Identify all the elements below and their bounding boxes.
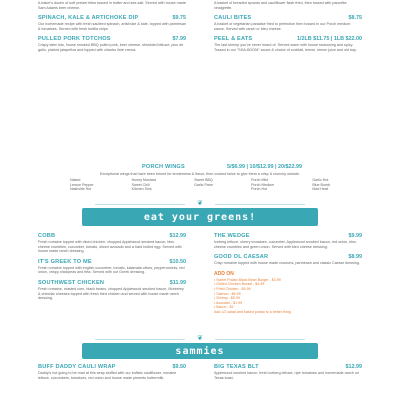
top-left-column	[38, 0, 186, 58]
flavor-name: Garlic Hot	[312, 178, 329, 182]
item-name: BIG TEXAS BLT	[214, 364, 259, 370]
menu-item	[214, 36, 362, 52]
addon-line: • Avocado - $1.99	[214, 300, 243, 305]
flavor-column	[312, 178, 330, 192]
flavor-name: Porch Mild	[251, 178, 269, 182]
addon-block	[214, 271, 362, 315]
flavor-name: Porch Hot	[251, 187, 268, 192]
section-banner-greens	[82, 208, 318, 226]
item-description: A basket of vegetarian paradise fried to perfection then tossed in our Porch medium sauce. Served with ranch or bleu cheese.	[214, 22, 351, 31]
item-price: $8.75	[348, 15, 362, 22]
item-price: $7.99	[172, 36, 186, 43]
item-price: 5/$6.99 | 10/$12.99 | 20/$22.99	[227, 164, 302, 170]
menu-item	[214, 1, 362, 10]
wings-row	[142, 162, 302, 170]
item-name: THE WEDGE	[214, 233, 250, 239]
addon-line: • Salmon - $6.99	[214, 291, 241, 296]
menu-item	[214, 233, 362, 249]
addon-line: • Grilled Chicken Breast - $4.99	[214, 282, 265, 287]
flavor-name: Mad Heat	[312, 187, 328, 192]
item-price: $12.99	[345, 364, 362, 370]
item-price: $9.75	[172, 15, 186, 22]
item-name: IT'S GREEK TO ME	[38, 258, 92, 265]
addon-line: • Shrimp - $5.99	[214, 296, 240, 301]
menu-item	[38, 233, 186, 254]
item-name: SPINACH, KALE & ARTICHOKE DIP	[38, 15, 139, 22]
item-name: BUFF DADDY CAULI WRAP	[38, 364, 116, 370]
flavor-name: Sweet BBQ	[194, 178, 213, 182]
menu-item	[214, 364, 362, 380]
item-price: $9.99	[348, 233, 362, 239]
flavor-column	[132, 178, 156, 192]
greens-right-column	[214, 233, 362, 320]
item-name: COBB	[38, 233, 56, 239]
item-description: A baker's dozen of soft pretzel bites tossed in butter and sea salt. Served with house made Sam Adams beer cheese.	[38, 1, 186, 10]
item-description: A basket of breaded sprouts and cauliflower flash fried, then tossed with pancetta vinaigrette.	[214, 1, 347, 10]
flavor-name: Kitchen Sink	[131, 187, 152, 192]
item-description: Applewood smoked bacon, fresh iceberg lettuce, ripe tomatoes and homemade ranch on Texas toast.	[214, 371, 359, 380]
item-name: SOUTHWEST CHICKEN	[38, 279, 105, 286]
menu-item	[38, 259, 186, 275]
addon-title: ADD ON	[214, 270, 234, 277]
flavor-name: Blue Bomb	[312, 182, 330, 187]
wing-flavors	[70, 178, 330, 192]
item-description: Crisp romaine topped with house made croutons, parmesan and classic Caesar dressing.	[214, 261, 360, 266]
flavor-name: Naked	[70, 178, 81, 182]
item-price: $9.50	[172, 364, 186, 370]
item-price: $12.99	[169, 233, 186, 239]
item-description: The last shrimp you've never heard of. Served warm with house seasoning and spicy. Tossed in our "SHA-BOOM" sauce & choice of cocktail, lemon, lemon juice and old bay.	[214, 43, 357, 52]
addon-line: Add 1/2 salad and baked potato to a better thing	[214, 309, 291, 314]
divider-ornament: ❦	[95, 200, 305, 208]
section-banner-sammies	[82, 343, 318, 359]
menu-item	[214, 254, 362, 266]
flavor-name: Porch Medium	[251, 182, 275, 187]
menu-item	[38, 15, 186, 31]
item-description: Iceberg lettuce, cherry tomatoes, cucumber, Applewood smoked bacon, red onion, bleu cheese crumbles and green onion. Served with bleu cheese dressing.	[214, 240, 357, 249]
menu-item	[214, 15, 362, 31]
addon-line: • Bacon - $2	[214, 305, 234, 310]
flavor-name: Nashville Hot	[70, 187, 92, 192]
item-name: PULLED PORK TOTCHOS	[38, 36, 111, 43]
flavor-column	[194, 178, 213, 192]
wings-note: Exceptional wings that have been brined for tenderness & flavor, then cooked twice to give them a crisp & crunchy outside.	[99, 172, 301, 176]
flavor-column	[251, 178, 274, 192]
section-title: sammies	[175, 345, 225, 357]
item-description: Daddy's not going to be mad at this wrap stuffed with our buffalo cauliflower, romaine lettuce, cucumbers, tomatoes, red onion and house made pimento buttermilk.	[38, 371, 177, 380]
item-price: $10.50	[169, 258, 186, 265]
item-description: Fresh romaine, roasted corn, black beans, chopped Applewood smoked bacon, Monterey & cheddar cheeses topped with fresh fried chicken and served with house made ranch dressing.	[38, 286, 184, 301]
addon-line: • Fried Chicken - $4.99	[214, 286, 251, 291]
menu-item	[38, 364, 186, 380]
top-right-column	[214, 0, 362, 58]
section-title: eat your greens!	[143, 211, 257, 223]
item-name: PEEL & EATS	[214, 36, 253, 43]
item-price: 1/2LB $11.75 | 1LB $22.00	[296, 36, 362, 43]
flavor-name: Garlic Parm	[194, 182, 214, 187]
menu-item	[38, 36, 186, 52]
item-price: $11.99	[169, 279, 186, 286]
greens-left-column	[38, 233, 186, 306]
item-description: Our homemade recipe with fresh sautéed spinach, artichoke & kale, topped with parmesan & tomatoes. Served with fresh tortilla chips.	[38, 22, 186, 31]
item-price: $8.99	[348, 254, 362, 261]
item-name: CAULI BITES	[214, 15, 252, 22]
item-description: Fresh romaine topped with diced chicken, chopped Applewood smoked bacon, bleu cheese crumbles, cucumber, tomato, sliced avocado and a hard boiled egg. Served with house made ranch dressing.	[38, 240, 182, 254]
addon-line: • Sweet Potato Black Bean Burger - $3.99	[214, 277, 281, 282]
item-name: GOOD OL CAESAR	[214, 254, 269, 261]
item-description: Fresh romaine topped with english cucumber, tomato, kalamata olives, pepperoncinis, red onion, crispy chickpeas and feta. Served with our Greek dressing.	[38, 265, 185, 275]
sammies-right-column	[214, 364, 362, 385]
divider-ornament: ❦	[95, 335, 305, 343]
sammies-left-column	[38, 364, 186, 385]
menu-item	[38, 1, 186, 10]
flavor-name: Sweet Chili	[131, 182, 150, 187]
flavor-column	[70, 178, 94, 192]
item-description: Crispy tater tots, house smoked BBQ pulled pork, beer cheese, shredded lettuce, pico de gallo, pickled jalapeños and topped with cilantro lime crema.	[38, 43, 184, 52]
item-name: PORCH WINGS	[142, 164, 185, 170]
menu-item	[38, 280, 186, 301]
flavor-name: Honey Mustard	[131, 178, 157, 182]
flavor-name: Lemon Pepper	[70, 182, 94, 187]
